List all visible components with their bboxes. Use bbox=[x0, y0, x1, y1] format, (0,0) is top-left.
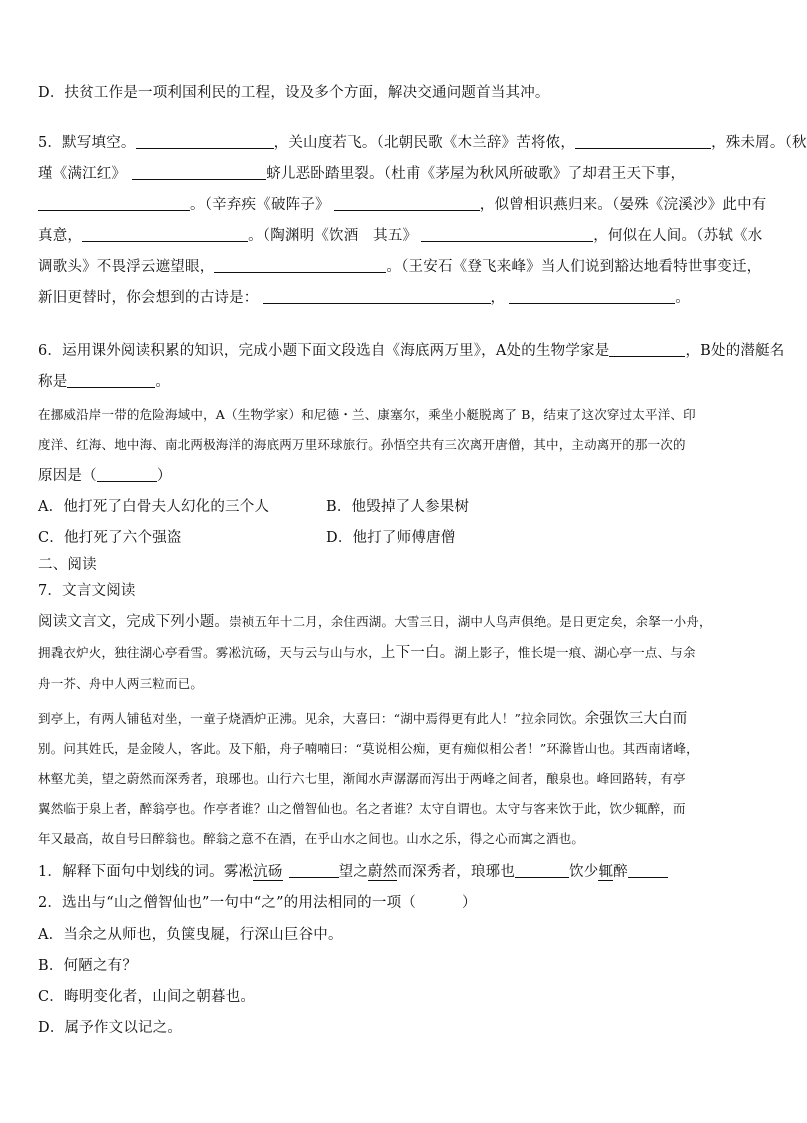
q5-line-2: 瑾《满江红》 蛴儿恶卧踏里裂。（杜甫《茅屋为秋风所破歌》了却君王天下事， bbox=[38, 166, 686, 182]
q6-line-1: 6．运用课外阅读积累的知识，完成小题下面文段选自《海底两万里》，A处的生物学家是 ，B处的潜艇名 bbox=[38, 343, 785, 359]
q6-option-c[interactable]: C．他打死了六个强盗 bbox=[38, 530, 182, 546]
q7-passage1-line-1: 阅读文言文，完成下列小题。崇祯五年十二月，余住西湖。大雪三日，湖中人鸟声俱绝。是日更定矣，余拏一小舟， bbox=[38, 614, 712, 630]
q5-title: 5．默写填空。 bbox=[38, 135, 136, 151]
q5-blank-2[interactable] bbox=[575, 135, 711, 149]
q7-sub1-blank-1[interactable] bbox=[289, 864, 339, 878]
q7-sub1: 1．解释下面句中划线的词。雾凇沆砀 望之蔚然而深秀者，琅琊也 饮少辄醉 bbox=[38, 863, 668, 881]
q5-blank-6[interactable] bbox=[82, 228, 248, 242]
q6-passage-line-1: 在挪威沿岸一带的危险海域中，A（生物学家）和尼德・兰、康塞尔，乘坐小艇脱离了 B，结束了这次穿过太平洋、印 bbox=[38, 407, 696, 422]
q7-title: 7．文言文阅读 bbox=[38, 583, 136, 599]
q6-blank-a[interactable] bbox=[609, 343, 685, 357]
q7-passage2-line-2: 别。问其姓氏，是金陵人，客此。及下船，舟子喃喃曰：“莫说相公痴，更有痴似相公者！”环滁皆山也。其西南诸峰， bbox=[38, 741, 699, 756]
q5-blank-7[interactable] bbox=[421, 228, 593, 242]
q6-line-2: 称是 。 bbox=[38, 374, 171, 390]
q4-option-d: D．扶贫工作是一项利国利民的工程，设及多个方面，解决交通问题首当其冲。 bbox=[38, 85, 550, 101]
q7-passage2-line-3: 林壑尤美，望之蔚然而深秀者，琅琊也。山行六七里，渐闻水声潺潺而泻出于两峰之间者，酿泉也。峰回路转，有亭 bbox=[38, 771, 686, 786]
q7-sub2-option-a[interactable]: A．当余之从师也，负箧曳屣，行深山巨谷中。 bbox=[38, 927, 343, 943]
q6-option-a[interactable]: A．他打死了白骨夫人幻化的三个人 bbox=[38, 499, 270, 515]
q5-line-6: 新旧更替时，你会想到的古诗是： ， 。 bbox=[38, 290, 690, 306]
q5-blank-1[interactable] bbox=[136, 135, 274, 149]
q5-blank-4[interactable] bbox=[38, 197, 190, 211]
q6-line-4: 原因是（ ） bbox=[38, 468, 172, 484]
q7-passage2-line-4: 翼然临于泉上者，醉翁亭也。作亭者谁？山之僧智仙也。名之者谁？太守自谓也。太守与客来饮于此，饮少辄醉，而 bbox=[38, 801, 686, 816]
q7-passage1-line-3: 舟一芥、舟中人两三粒而已。 bbox=[38, 676, 204, 691]
q6-blank-b[interactable] bbox=[67, 374, 155, 388]
q5-blank-8[interactable] bbox=[214, 259, 386, 273]
section-heading: 二、阅读 bbox=[38, 557, 97, 573]
q7-sub2: 2．选出与“山之僧智仙也”一句中“之”的用法相同的一项（ ） bbox=[38, 895, 477, 911]
q5-blank-9[interactable] bbox=[263, 290, 491, 304]
q5-line-3: 。（辛弃疾《破阵子》 ，似曾相识燕归来。（晏殊《浣溪沙》此中有 bbox=[38, 196, 767, 214]
q6-answer-blank[interactable] bbox=[97, 468, 157, 482]
q7-sub2-option-c[interactable]: C．晦明变化者，山间之朝暮也。 bbox=[38, 989, 256, 1005]
q7-sub1-blank-2[interactable] bbox=[515, 864, 569, 878]
q6-option-b[interactable]: B．他毁掉了人参果树 bbox=[326, 499, 470, 515]
q7-sub1-blank-3[interactable] bbox=[628, 864, 668, 878]
q6-title: 6．运用课外阅读积累的知识，完成小题下面文段选自《海底两万里》，A处的生物学家是 bbox=[38, 343, 610, 359]
q6-option-d[interactable]: D．他打了师傅唐僧 bbox=[326, 530, 456, 546]
q5-line-5: 调歌头》不畏浮云遮望眼， 。（王安石《登飞来峰》当人们说到豁达地看特世事变迁， bbox=[38, 259, 762, 275]
q7-passage1-line-2: 拥毳衣炉火，独往湖心亭看雪。雾凇沆砀，天与云与山与水，上下一白。湖上影子，惟长堤一痕、湖心亭一点、与余 bbox=[38, 645, 696, 661]
q5-blank-3[interactable] bbox=[132, 166, 266, 180]
q5-blank-5[interactable] bbox=[334, 197, 480, 211]
q7-sub2-option-b[interactable]: B．何陋之有？ bbox=[38, 958, 138, 974]
q5-line-4: 真意， 。（陶渊明《饮酒 其五》 ，何似在人间。（苏轼《水 bbox=[38, 228, 763, 244]
q7-passage2-line-1: 到亭上，有两人铺毡对坐，一童子烧酒炉正沸。见余，大喜曰：“湖中焉得更有此人！”拉余同饮。余强饮三大白而 bbox=[38, 711, 688, 727]
q6-passage-line-2: 度洋、红海、地中海、南北两极海洋的海底两万里环球旅行。孙悟空共有三次离开唐僧，其中，主动离开的那一次的 bbox=[38, 437, 686, 452]
q7-sub2-option-d[interactable]: D．属予作文以记之。 bbox=[38, 1020, 183, 1036]
q7-passage2-line-5: 年又最高，故自号曰醉翁也。醉翁之意不在酒，在乎山水之间也。山水之乐，得之心而寓之酒也。 bbox=[38, 831, 585, 846]
q5-blank-10[interactable] bbox=[509, 290, 675, 304]
q5-line-1: 5．默写填空。 ，关山度若飞。（北朝民歌《木兰辞》苦将侬， ，殊未屑。（秋 bbox=[38, 135, 807, 151]
